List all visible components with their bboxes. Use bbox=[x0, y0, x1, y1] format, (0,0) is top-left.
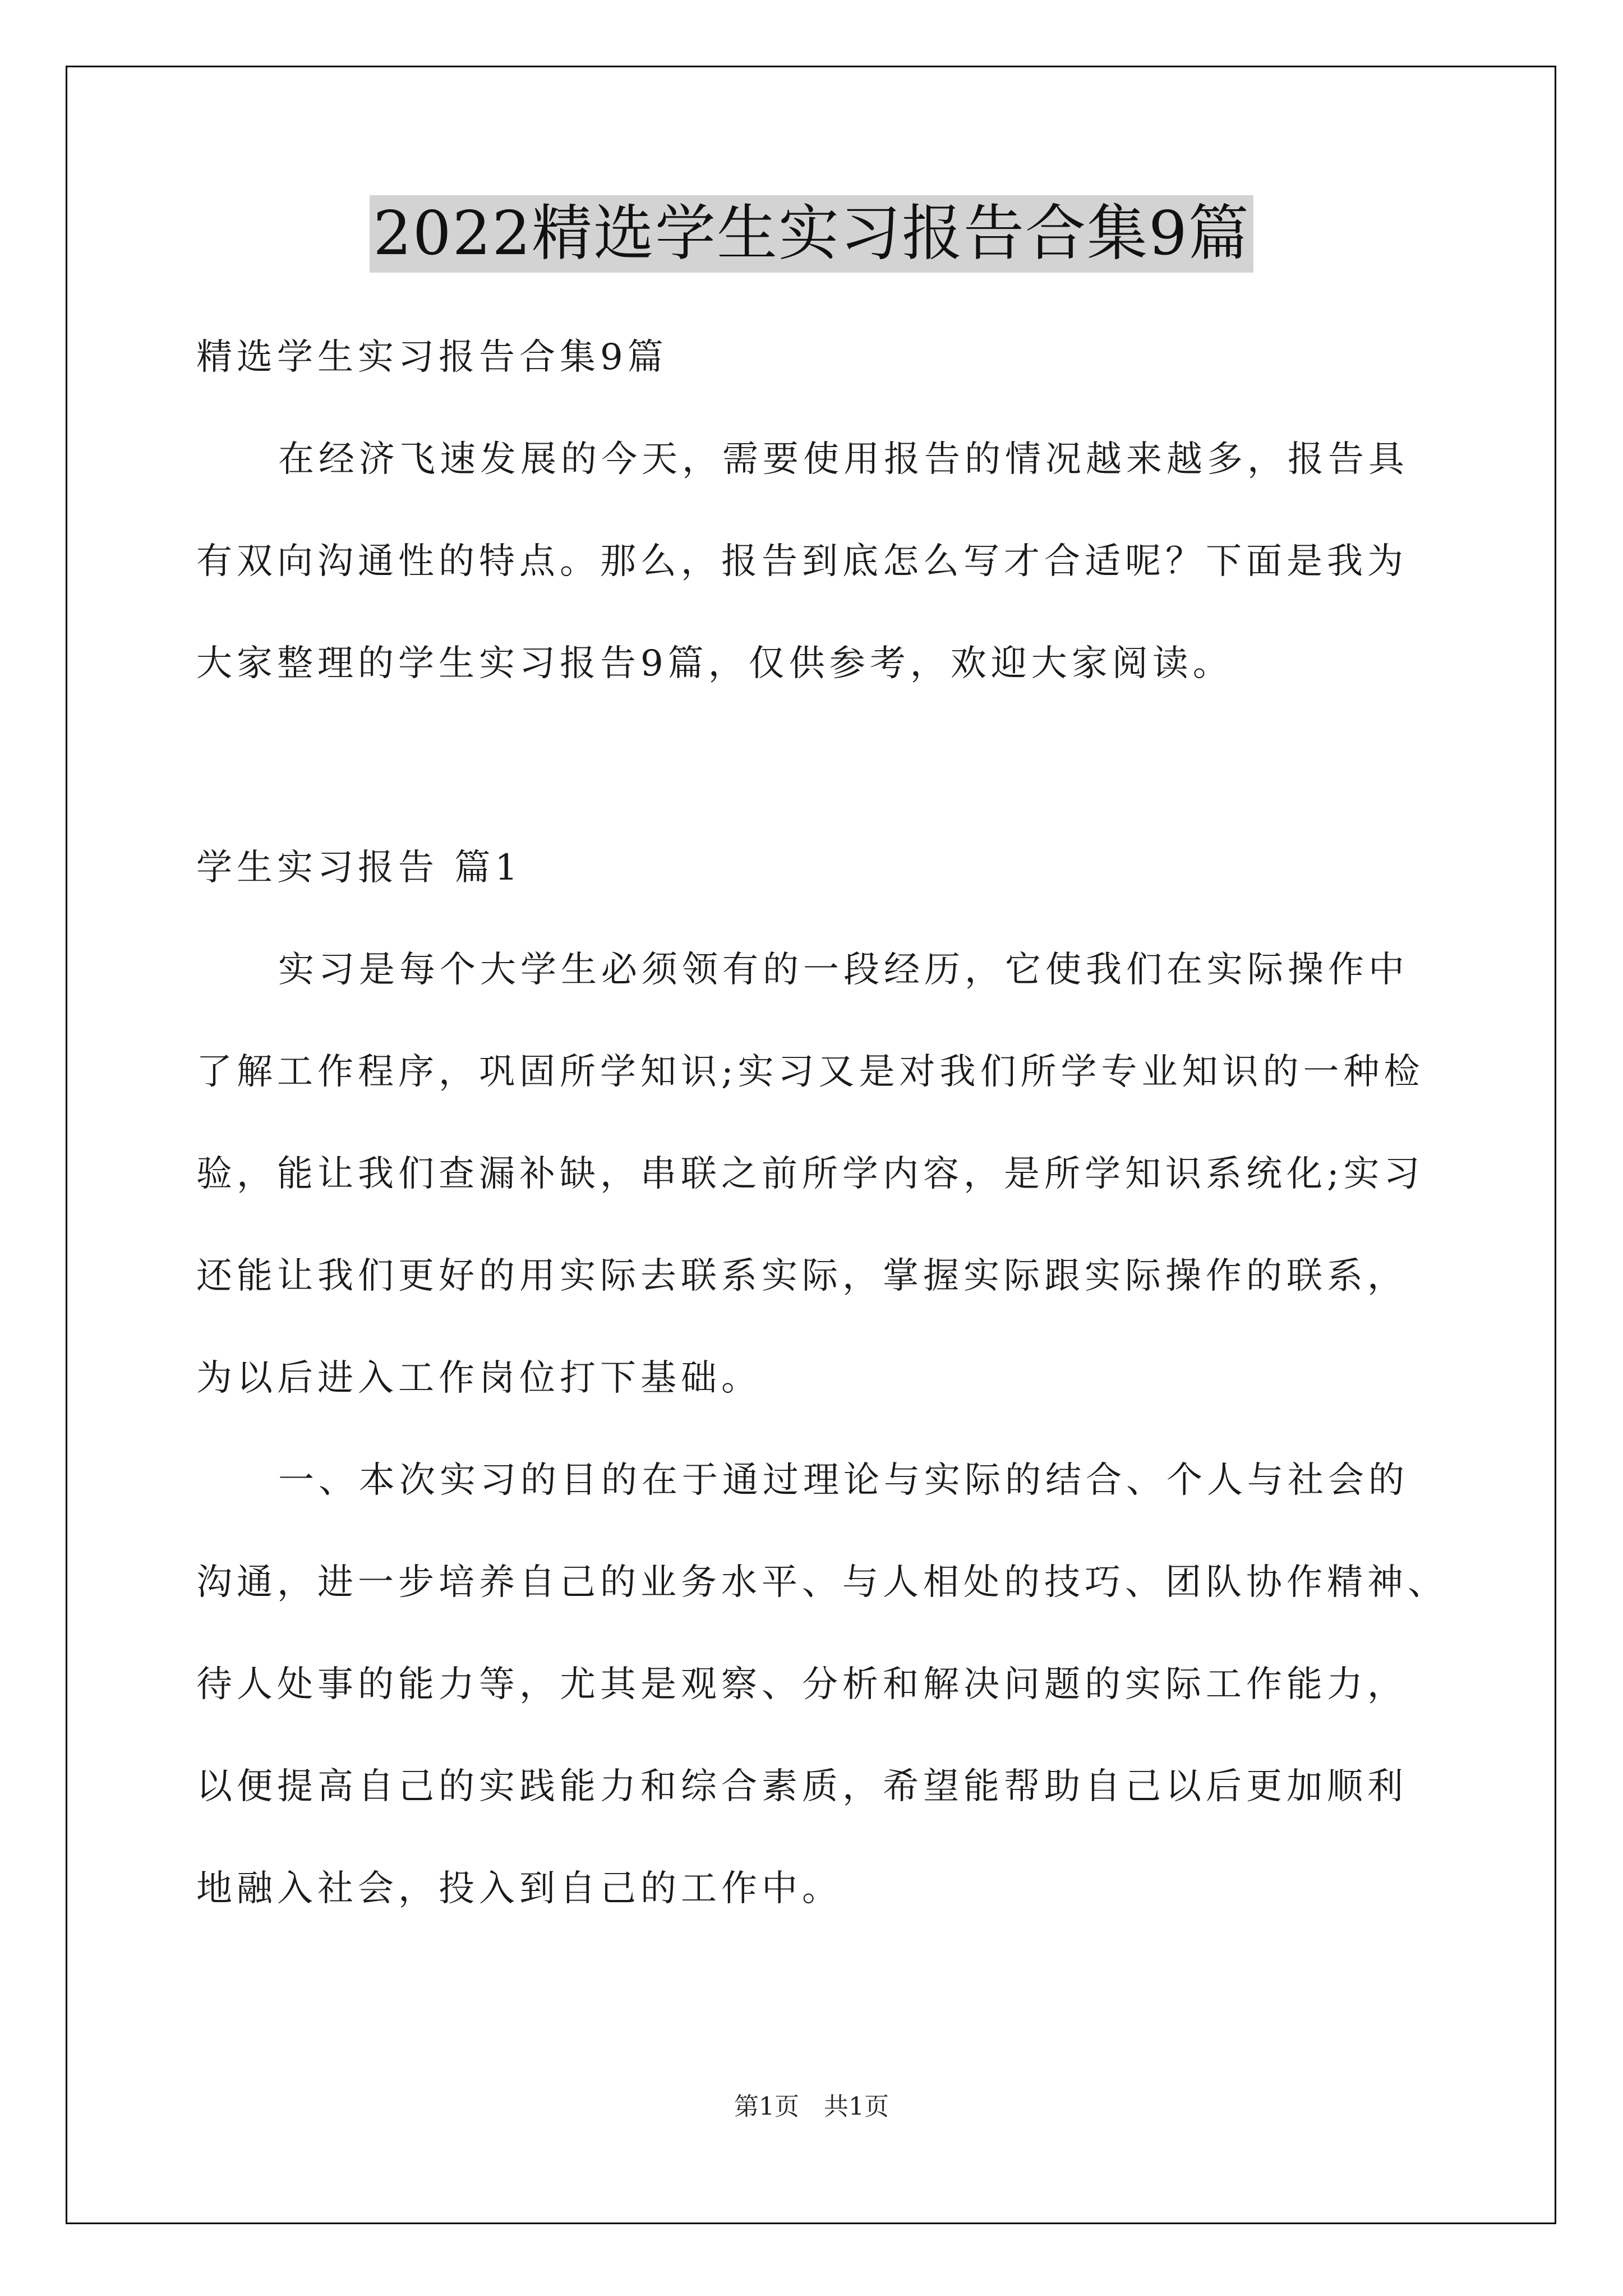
section-heading: 学生实习报告 篇1 bbox=[196, 847, 523, 889]
paragraph-line: 一、本次实习的目的在于通过理论与实际的结合、个人与社会的 bbox=[278, 1460, 1409, 1501]
paragraph-line: 地融入社会，投入到自己的工作中。 bbox=[196, 1868, 842, 1910]
paragraph-line: 验，能让我们查漏补缺，串联之前所学内容，是所学知识系统化;实习 bbox=[196, 1153, 1424, 1195]
title-block bbox=[0, 195, 1623, 273]
document-title: 2022精选学生实习报告合集9篇 bbox=[370, 195, 1253, 273]
paragraph-line: 沟通，进一步培养自己的业务水平、与人相处的技巧、团队协作精神、 bbox=[196, 1562, 1448, 1603]
paragraph-line: 了解工作程序，巩固所学知识;实习又是对我们所学专业知识的一种检 bbox=[196, 1051, 1424, 1093]
paragraph-line: 实习是每个大学生必须领有的一段经历，它使我们在实际操作中 bbox=[278, 949, 1409, 991]
paragraph-line: 待人处事的能力等，尤其是观察、分析和解决问题的实际工作能力， bbox=[196, 1664, 1408, 1705]
document-subtitle: 精选学生实习报告合集9篇 bbox=[196, 337, 668, 378]
paragraph-line: 以便提高自己的实践能力和综合素质，希望能帮助自己以后更加顺利 bbox=[196, 1766, 1408, 1807]
intro-line: 大家整理的学生实习报告9篇，仅供参考，欢迎大家阅读。 bbox=[196, 643, 1233, 684]
paragraph-line: 还能让我们更好的用实际去联系实际，掌握实际跟实际操作的联系， bbox=[196, 1255, 1408, 1297]
intro-line: 有双向沟通性的特点。那么，报告到底怎么写才合适呢？下面是我为 bbox=[196, 541, 1408, 582]
paragraph-line: 为以后进入工作岗位打下基础。 bbox=[196, 1358, 762, 1399]
intro-line: 在经济飞速发展的今天，需要使用报告的情况越来越多，报告具 bbox=[278, 439, 1409, 480]
page-footer: 第1页 共1页 bbox=[734, 2092, 889, 2121]
paragraph-gap bbox=[196, 715, 1447, 817]
document-body bbox=[196, 306, 1447, 1940]
